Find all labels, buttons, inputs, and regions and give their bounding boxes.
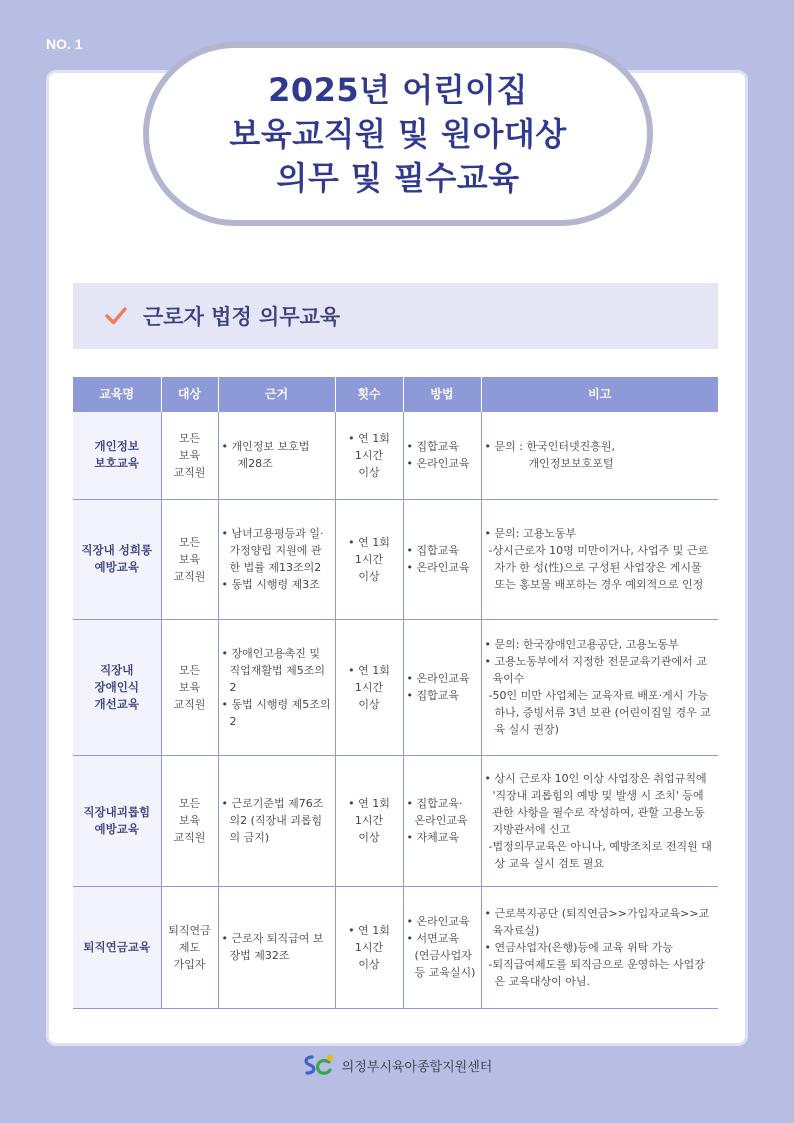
bullet-icon: • xyxy=(484,527,495,540)
note-line xyxy=(485,542,716,593)
education-name-cell xyxy=(73,886,161,1008)
bullet-icon: • xyxy=(484,906,495,920)
basis-cell xyxy=(218,411,335,499)
target-line: 모든 xyxy=(178,663,201,677)
section-header xyxy=(73,283,718,349)
column-header: 횟수 xyxy=(335,377,403,411)
note-line xyxy=(485,687,716,738)
note-text: 문의 : 한국인터넷진흥원, xyxy=(494,440,615,453)
table-header-row xyxy=(73,377,718,411)
title-line-1: 2025년 어린이집 xyxy=(268,71,528,109)
count-cell xyxy=(335,619,403,755)
note-text: -법정의무교육은 아니나, 예방조치로 전직원 대상 교육 실시 검토 필요 xyxy=(488,839,712,870)
bullet-icon: • xyxy=(484,440,495,453)
table-row xyxy=(73,619,718,755)
note-text: 상시 근로자 10인 이상 사업장은 취업규칙에 '직장내 괴롭힘의 예방 및 발생 시 조치' 등에 관한 사항을 필수로 작성하여, 관할 고용노동지방관서에 신고 xyxy=(492,771,707,836)
education-name-line: 개선교육 xyxy=(94,696,139,711)
method-line: • 온라인교육 xyxy=(406,672,470,685)
count-line: 1시간 xyxy=(354,814,384,827)
education-table xyxy=(73,377,718,1009)
basis-line xyxy=(222,576,332,593)
column-header: 비고 xyxy=(481,377,718,411)
count-line: • 연 1회 xyxy=(348,923,390,937)
method-cell xyxy=(403,886,481,1008)
method-line: • 집합교육 xyxy=(406,440,459,453)
bullet-icon: • xyxy=(221,797,232,810)
footer-org-name: 의정부시육아종합지원센터 xyxy=(341,1059,493,1075)
note-cell xyxy=(481,619,718,755)
count-line: 1시간 xyxy=(354,680,384,694)
method-line: • 온라인교육 xyxy=(406,915,470,928)
table-row xyxy=(73,886,718,1008)
note-line xyxy=(485,939,716,956)
method-cell xyxy=(403,619,481,755)
note-line xyxy=(485,438,716,455)
education-name-line: 퇴직연금교육 xyxy=(83,939,151,954)
count-line: 1시간 xyxy=(354,940,384,954)
target-line: 교직원 xyxy=(173,831,206,844)
target-line: 보육 xyxy=(178,448,201,462)
method-line: • 온라인교육 xyxy=(406,457,470,470)
education-name-line: 직장내 xyxy=(100,662,134,677)
bullet-icon: • xyxy=(221,578,232,591)
count-line: 이상 xyxy=(358,957,380,971)
education-name-line: 예방교육 xyxy=(94,821,139,836)
bullet-icon: • xyxy=(484,940,495,954)
target-line: 퇴직연금 xyxy=(168,923,211,937)
count-line: 이상 xyxy=(358,831,380,844)
count-line: • 연 1회 xyxy=(348,431,390,445)
note-line xyxy=(485,905,716,939)
table-row xyxy=(73,411,718,499)
title-banner xyxy=(143,42,653,226)
basis-text: 개인정보 보호법 xyxy=(231,440,310,453)
education-name-cell xyxy=(73,499,161,619)
column-header: 근거 xyxy=(218,377,335,411)
note-line xyxy=(485,525,716,542)
basis-cell xyxy=(218,619,335,755)
target-cell xyxy=(161,411,218,499)
education-name-cell xyxy=(73,411,161,499)
section-title: 근로자 법정 의무교육 xyxy=(143,305,341,329)
note-text: 문의: 한국장애인고용공단, 고용노동부 xyxy=(494,638,679,651)
method-cell xyxy=(403,755,481,886)
method-line: • 온라인교육 xyxy=(406,561,470,574)
table-row xyxy=(73,755,718,886)
bullet-icon: • xyxy=(484,771,495,785)
method-line: 등 교육실시) xyxy=(414,966,476,979)
count-cell xyxy=(335,755,403,886)
note-line xyxy=(485,653,716,687)
method-cell xyxy=(403,411,481,499)
note-text: -50인 미만 사업체는 교육자료 배포·게시 가능하나, 증빙서류 3년 보관 (어린이집일 경우 교육 실시 권장) xyxy=(488,689,711,736)
note-cell xyxy=(481,411,718,499)
education-name-line: 장애인식 xyxy=(94,679,139,694)
count-line: 이상 xyxy=(358,569,380,583)
note-cell xyxy=(481,499,718,619)
note-line xyxy=(485,770,716,838)
target-line: 보육 xyxy=(178,814,201,827)
method-line: • 자체교육 xyxy=(406,831,459,844)
bullet-icon: • xyxy=(221,932,232,945)
target-cell xyxy=(161,499,218,619)
title-line-2: 보육교직원 및 원아대상 xyxy=(229,115,567,153)
column-header: 방법 xyxy=(403,377,481,411)
target-line: 가입자 xyxy=(173,957,206,971)
bullet-icon: • xyxy=(484,655,495,668)
column-header: 대상 xyxy=(161,377,218,411)
method-line: • 집합교육 xyxy=(406,689,459,702)
education-name-line: 직장내 성희롱 xyxy=(81,543,153,557)
target-line: 교직원 xyxy=(173,569,206,583)
target-cell xyxy=(161,755,218,886)
target-cell xyxy=(161,619,218,755)
method-line: • 서면교육 xyxy=(406,932,459,945)
basis-line xyxy=(222,438,332,455)
note-text: -퇴직급여제도를 퇴직금으로 운영하는 사업장은 교육대상이 아님. xyxy=(488,957,705,988)
target-line: 모든 xyxy=(178,535,201,549)
method-line: • 집합교육· xyxy=(406,797,463,810)
basis-text: 제28조 xyxy=(237,457,273,470)
basis-text: 근로기준법 제76조의2 (직장내 괴롭힘의 금지) xyxy=(229,797,324,844)
education-name-cell xyxy=(73,755,161,886)
count-cell xyxy=(335,411,403,499)
method-line: 온라인교육 xyxy=(414,814,468,827)
basis-text: 동법 시행령 제3조 xyxy=(231,578,320,591)
bullet-icon: • xyxy=(221,527,232,540)
note-line xyxy=(485,636,716,653)
note-line xyxy=(485,455,716,472)
target-line: 교직원 xyxy=(173,697,206,711)
method-cell xyxy=(403,499,481,619)
title-line-3: 의무 및 필수교육 xyxy=(276,159,520,197)
target-line: 교직원 xyxy=(173,465,206,479)
note-text: -상시근로자 10명 미만이거나, 사업주 및 근로자가 한 성(性)으로 구성된 사업장은 게시물 또는 홍보물 배포하는 경우 예외적으로 인정 xyxy=(488,544,709,591)
method-line: • 집합교육 xyxy=(406,544,459,557)
education-name-line: 개인정보 xyxy=(94,439,139,453)
basis-line xyxy=(222,795,332,846)
basis-line xyxy=(222,930,332,964)
center-logo-icon xyxy=(302,1053,336,1077)
basis-cell xyxy=(218,755,335,886)
count-line: • 연 1회 xyxy=(348,663,390,677)
target-cell xyxy=(161,886,218,1008)
note-line xyxy=(485,956,716,990)
note-text: 근로복지공단 (퇴직연금>>가입자교육>>교육자료실) xyxy=(492,906,710,937)
basis-text: 동법 시행령 제5조의2 xyxy=(229,697,331,728)
check-icon xyxy=(103,303,129,329)
basis-text: 근로자 퇴직급여 보장법 제32조 xyxy=(229,932,324,962)
note-text: 개인정보보호포털 xyxy=(528,457,614,470)
page-number: NO. 1 xyxy=(46,36,83,52)
basis-line xyxy=(222,645,332,696)
target-line: 보육 xyxy=(178,680,201,694)
bullet-icon: • xyxy=(221,440,232,453)
basis-cell xyxy=(218,499,335,619)
note-text: 연금사업자(은행)등에 교육 위탁 가능 xyxy=(494,940,673,954)
bullet-icon: • xyxy=(221,646,232,660)
target-line: 모든 xyxy=(178,431,201,445)
count-cell xyxy=(335,499,403,619)
basis-line xyxy=(222,696,332,730)
bullet-icon: • xyxy=(484,638,495,651)
count-line: 1시간 xyxy=(354,448,384,462)
count-line: 이상 xyxy=(358,697,380,711)
target-line: 보육 xyxy=(178,552,201,566)
education-name-cell xyxy=(73,619,161,755)
education-name-line: 보호교육 xyxy=(94,456,139,470)
footer xyxy=(0,1053,794,1077)
target-line: 모든 xyxy=(178,797,201,810)
basis-cell xyxy=(218,886,335,1008)
education-name-line: 직장내괴롭힘 xyxy=(83,804,151,819)
education-name-line: 예방교육 xyxy=(94,560,139,574)
basis-text: 장애인고용촉진 및 직업재활법 제5조의2 xyxy=(229,646,326,694)
bullet-icon: • xyxy=(221,697,232,711)
count-line: 1시간 xyxy=(354,552,384,566)
count-line: • 연 1회 xyxy=(348,797,390,810)
note-cell xyxy=(481,886,718,1008)
note-text: 고용노동부에서 지정한 전문교육기관에서 교육이수 xyxy=(492,655,707,685)
count-line: • 연 1회 xyxy=(348,535,390,549)
table-row xyxy=(73,499,718,619)
column-header: 교육명 xyxy=(73,377,161,411)
basis-line xyxy=(222,525,332,576)
count-cell xyxy=(335,886,403,1008)
note-line xyxy=(485,838,716,872)
note-text: 문의: 고용노동부 xyxy=(494,527,577,540)
count-line: 이상 xyxy=(358,465,380,479)
method-line: (연금사업자 xyxy=(414,949,472,962)
basis-line xyxy=(222,455,332,472)
basis-text: 남녀고용평등과 일·가정양립 지원에 관한 법률 제13조의2 xyxy=(229,527,324,574)
target-line: 제도 xyxy=(178,940,201,954)
note-cell xyxy=(481,755,718,886)
